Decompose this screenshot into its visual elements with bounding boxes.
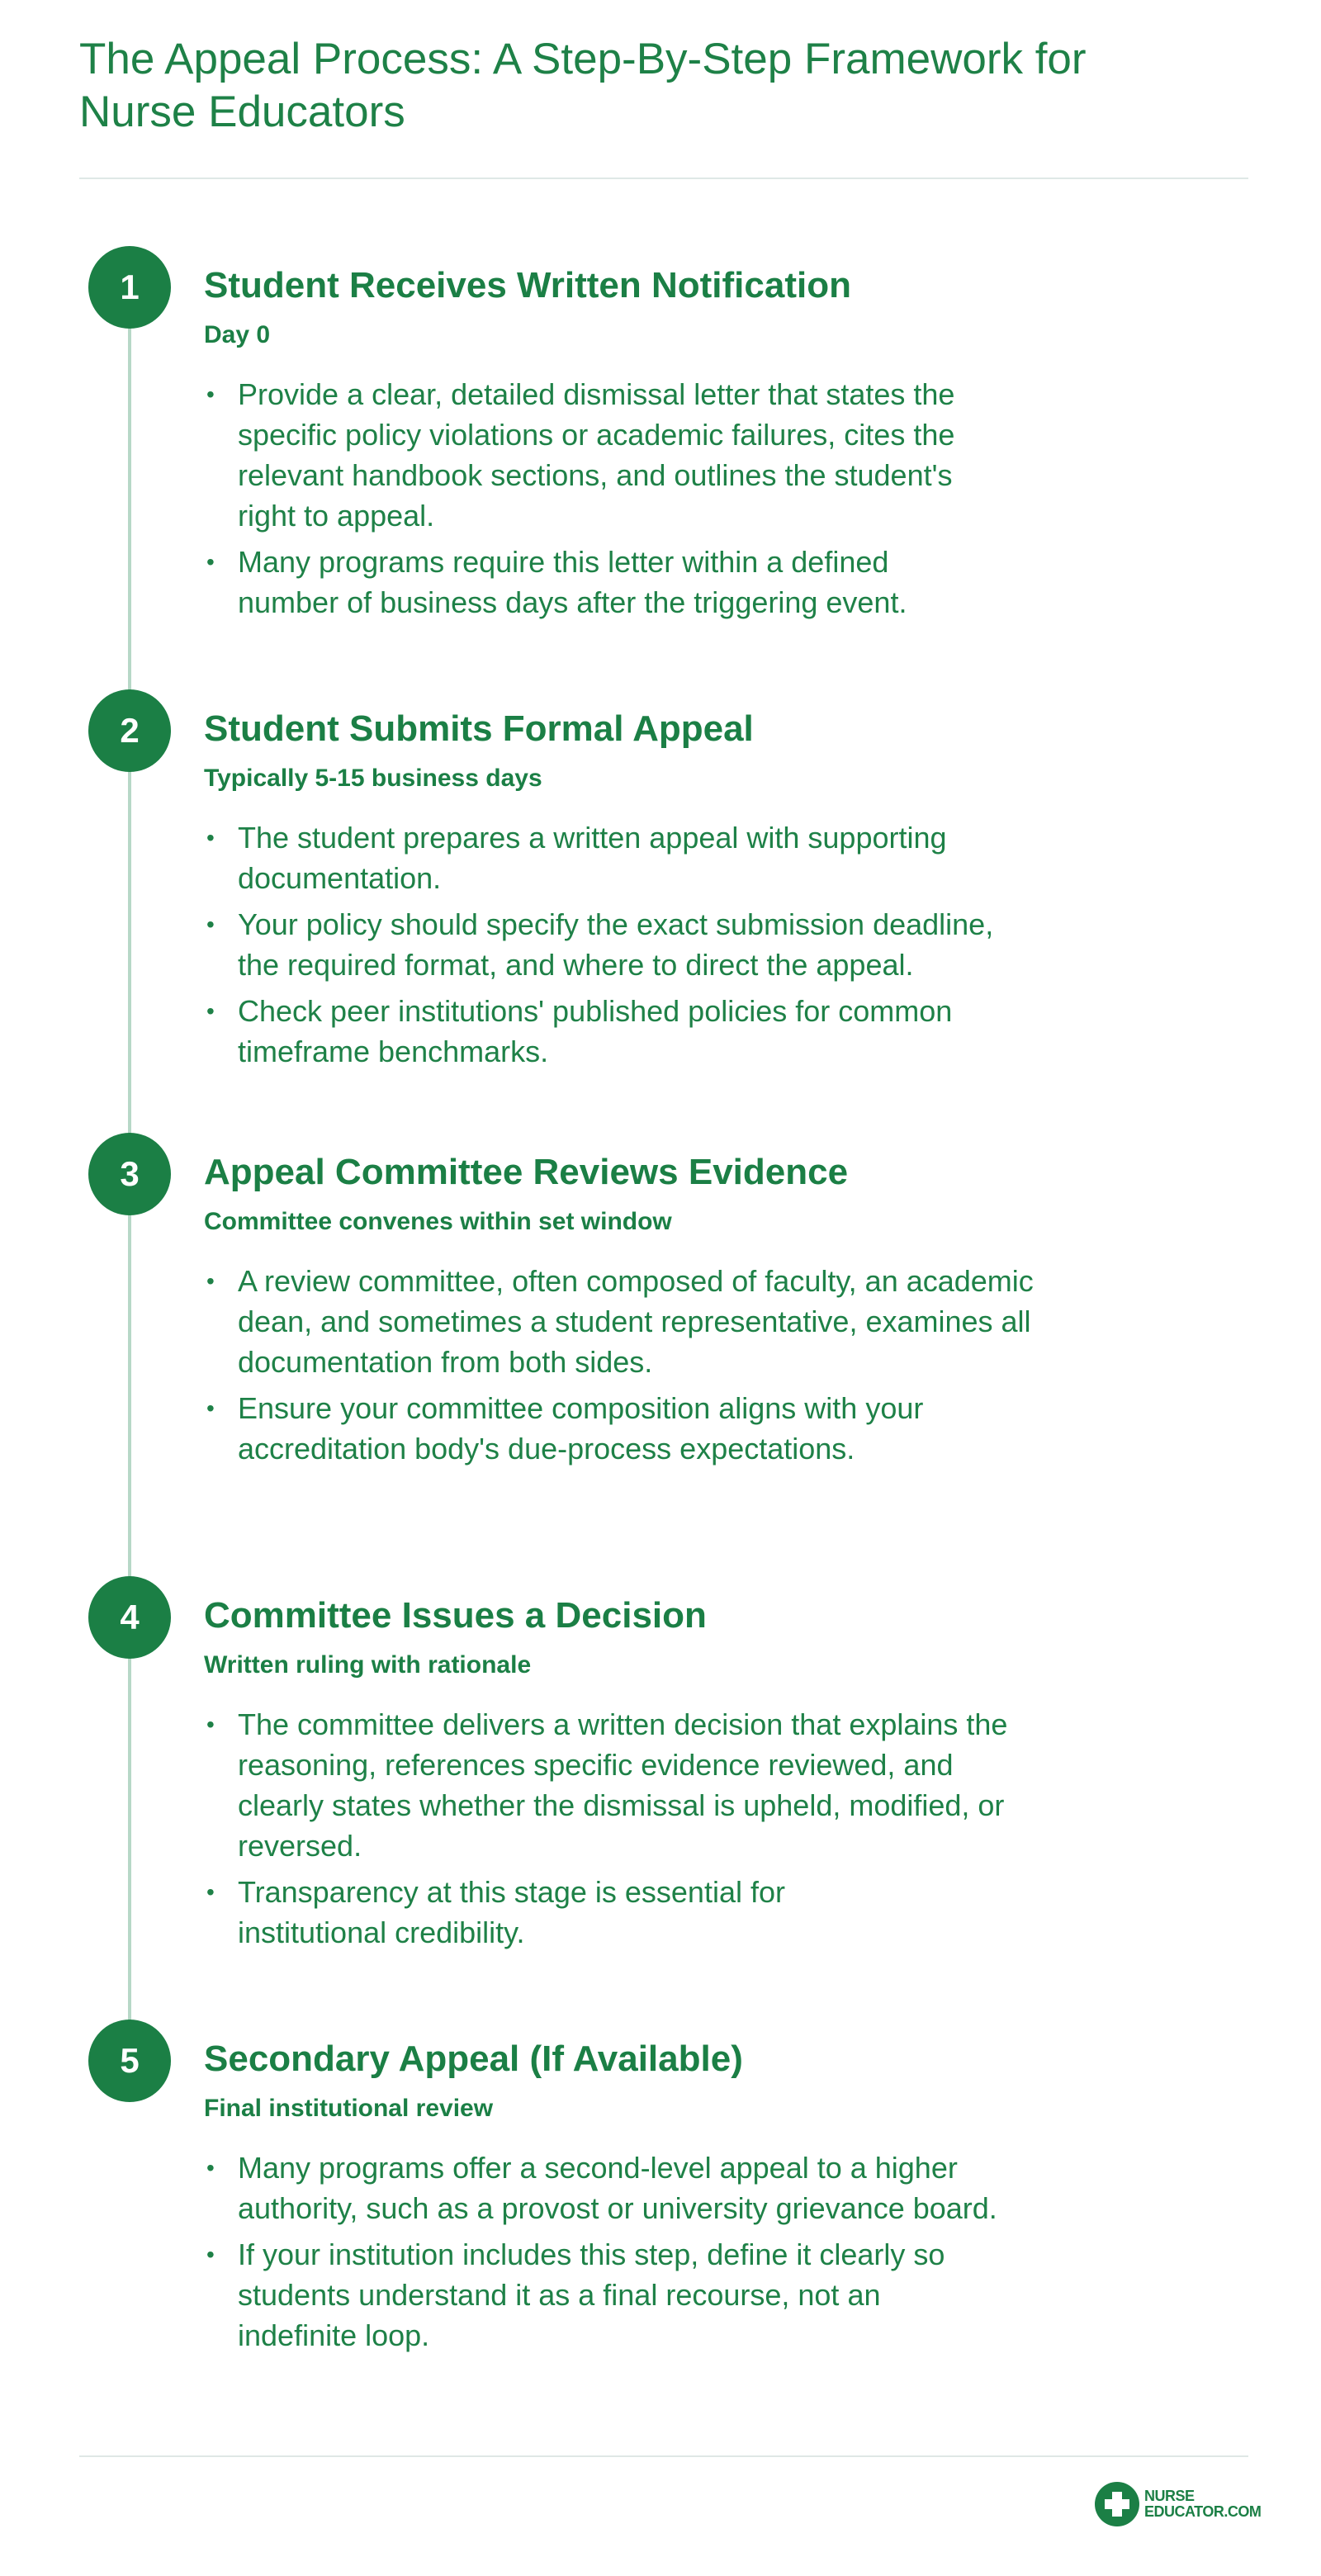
step-title: Secondary Appeal (If Available) [204, 2039, 743, 2079]
bullet-dot: • [206, 1268, 215, 1294]
step-number-badge: 1 [88, 246, 171, 329]
bullet-item [204, 1872, 882, 1953]
bullet-item [204, 817, 1006, 898]
step-timeframe: Committee convenes within set window [204, 1208, 672, 1235]
step-timeframe: Final institutional review [204, 2095, 494, 2122]
title-divider [79, 178, 1248, 179]
bullet-dot: • [206, 998, 215, 1024]
bullet-item [204, 1704, 1010, 1866]
step-bullet-list [204, 1704, 1063, 1958]
bullet-text: Transparency at this stage is essential for institutional credibility. [238, 1875, 785, 1949]
bullet-item [204, 2147, 1010, 2228]
step-bullet-list [204, 1261, 1063, 1475]
bullet-dot: • [206, 2155, 215, 2181]
bullet-text: Ensure your committee composition aligns with your accreditation body's due-process expectations. [238, 1391, 924, 1466]
step-title: Appeal Committee Reviews Evidence [204, 1152, 849, 1192]
bullet-text: The committee delivers a written decision that explains the reasoning, references specific evidence reviewed, and clearly states whether the dismissal is upheld, modified, or reversed. [238, 1707, 1008, 1863]
step-number-badge: 3 [88, 1133, 171, 1215]
step-timeframe: Written ruling with rationale [204, 1651, 532, 1679]
step-timeframe: Typically 5-15 business days [204, 765, 542, 792]
bullet-item [204, 2234, 985, 2356]
bullet-text: Your policy should specify the exact submission deadline, the required format, and where to direct the appeal. [238, 907, 994, 982]
bullet-dot: • [206, 912, 215, 937]
step-bullet-list [204, 374, 1063, 628]
bullet-text: Many programs offer a second-level appeal to a higher authority, such as a provost or university grievance board. [238, 2151, 997, 2225]
site-logo [1095, 2480, 1261, 2528]
bullet-text: A review committee, often composed of faculty, an academic dean, and sometimes a student representative, examines all documentation from both sides. [238, 1264, 1034, 1379]
step-title: Student Submits Formal Appeal [204, 708, 754, 749]
bullet-item [204, 1261, 1072, 1382]
footer-divider [79, 2455, 1248, 2457]
bullet-dot: • [206, 1712, 215, 1737]
bullet-text: The student prepares a written appeal with supporting documentation. [238, 821, 947, 895]
logo-wordmark [1144, 2488, 1261, 2520]
step-number-badge: 4 [88, 1576, 171, 1659]
bullet-item [204, 374, 993, 536]
bullet-dot: • [206, 381, 215, 407]
bullet-dot: • [206, 1395, 215, 1421]
bullet-dot: • [206, 825, 215, 850]
cross-in-circle-icon [1095, 2482, 1139, 2526]
logo-line-2: EDUCATOR.COM [1144, 2503, 1262, 2520]
bullet-item [204, 542, 993, 623]
step-title: Student Receives Written Notification [204, 265, 851, 305]
bullet-text: Check peer institutions' published policies for common timeframe benchmarks. [238, 994, 953, 1068]
step-bullet-list [204, 2147, 1063, 2361]
bullet-dot: • [206, 2242, 215, 2267]
page-title: The Appeal Process: A Step-By-Step Framework for Nurse Educators [79, 35, 1087, 136]
bullet-item [204, 1388, 1006, 1469]
bullet-text: Many programs require this letter within a defined number of business days after the triggering event. [238, 545, 907, 619]
step-timeframe: Day 0 [204, 321, 271, 348]
bullet-item [204, 991, 1006, 1072]
step-bullet-list [204, 817, 1063, 1077]
step-title: Committee Issues a Decision [204, 1595, 707, 1636]
bullet-dot: • [206, 549, 215, 575]
step-number-badge: 5 [88, 2020, 171, 2102]
step-number-badge: 2 [88, 689, 171, 772]
bullet-item [204, 904, 1006, 985]
bullet-text: Provide a clear, detailed dismissal letter that states the specific policy violations or academic failures, cites the relevant handbook sections, and outlines the student's right to appeal. [238, 377, 955, 533]
bullet-dot: • [206, 1879, 215, 1905]
bullet-text: If your institution includes this step, define it clearly so students understand it as a final recourse, not an indefinite loop. [238, 2237, 945, 2352]
logo-line-1: NURSE [1144, 2488, 1195, 2504]
